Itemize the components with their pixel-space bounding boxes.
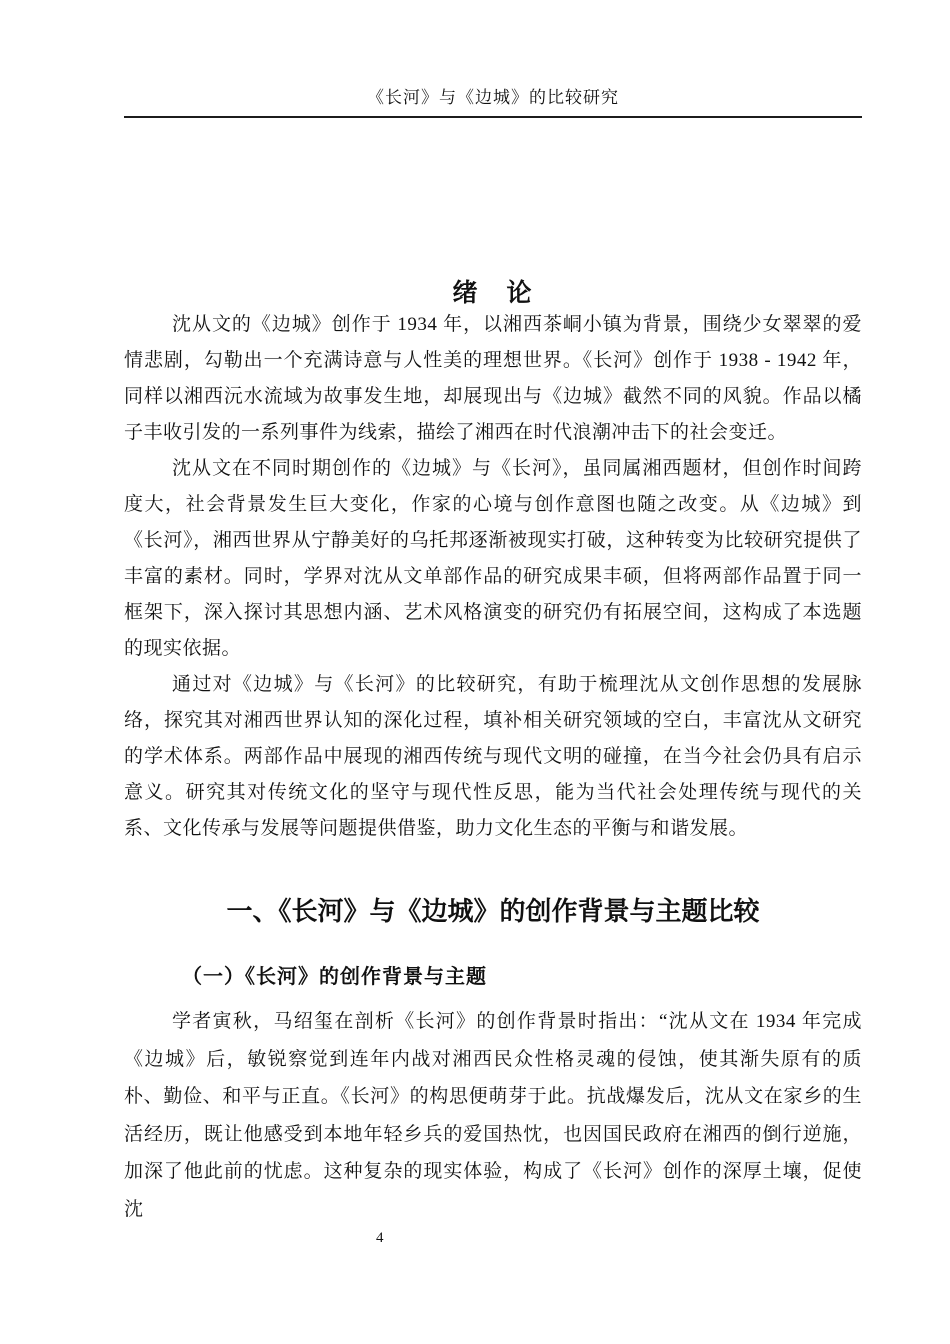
intro-paragraph-1: 沈从文的《边城》创作于 1934 年，以湘西茶峒小镇为背景，围绕少女翠翠的爱情悲剧，勾勒出一个充满诗意与人性美的理想世界。《长河》创作于 1938 - 1942 年，同样以湘西沅水流域为故事发生地，却展现出与《边城》截然不同的风貌。作品以橘子丰收引发的一系列事件为线索，描绘了湘西在时代浪潮冲击下的社会变迁。 xyxy=(124,314,862,443)
intro-paragraph-2: 沈从文在不同时期创作的《边城》与《长河》，虽同属湘西题材，但创作时间跨度大，社会背景发生巨大变化，作家的心境与创作意图也随之改变。从《边城》到《长河》，湘西世界从宁静美好的乌托邦逐渐被现实打破，这种转变为比较研究提供了丰富的素材。同时，学界对沈从文单部作品的研究成果丰硕，但将两部作品置于同一框架下，深入探讨其思想内涵、艺术风格演变的研究仍有拓展空间，这构成了本选题的现实依据。 xyxy=(124,458,862,659)
subsection-paragraph-1: 学者寅秋，马绍玺在剖析《长河》的创作背景时指出：“沈从文在 1934 年完成《边城》后，敏锐察觉到连年内战对湘西民众性格灵魂的侵蚀，使其渐失原有的质朴、勤俭、和平与正直。《长河》的构思便萌芽于此。抗战爆发后，沈从文在家乡的生活经历，既让他感受到本地年轻乡兵的爱国热忱，也因国民政府在湘西的倒行逆施，加深了他此前的忧虑。这种复杂的现实体验，构成了《长河》创作的深厚土壤，促使沈 xyxy=(124,1011,862,1220)
intro-body xyxy=(124,307,862,847)
intro-paragraph-3: 通过对《边城》与《长河》的比较研究，有助于梳理沈从文创作思想的发展脉络，探究其对湘西世界认知的深化过程，填补相关研究领域的空白，丰富沈从文研究的学术体系。两部作品中展现的湘西传统与现代文明的碰撞，在当今社会仍具有启示意义。研究其对传统文化的坚守与现代性反思，能为当代社会处理传统与现代的关系、文化传承与发展等问题提供借鉴，助力文化生态的平衡与和谐发展。 xyxy=(124,674,862,839)
section-1-heading: 一、《长河》与《边城》的创作背景与主题比较 xyxy=(226,896,760,926)
page-number: 4 xyxy=(376,1230,384,1246)
intro-heading: 绪 论 xyxy=(452,279,534,307)
subsection-1-1-body xyxy=(124,1003,862,1228)
subsection-1-1-heading: （一）《长河》的创作背景与主题 xyxy=(182,966,487,988)
running-header xyxy=(124,86,862,118)
running-header-title: 《长河》与《边城》的比较研究 xyxy=(367,88,619,107)
